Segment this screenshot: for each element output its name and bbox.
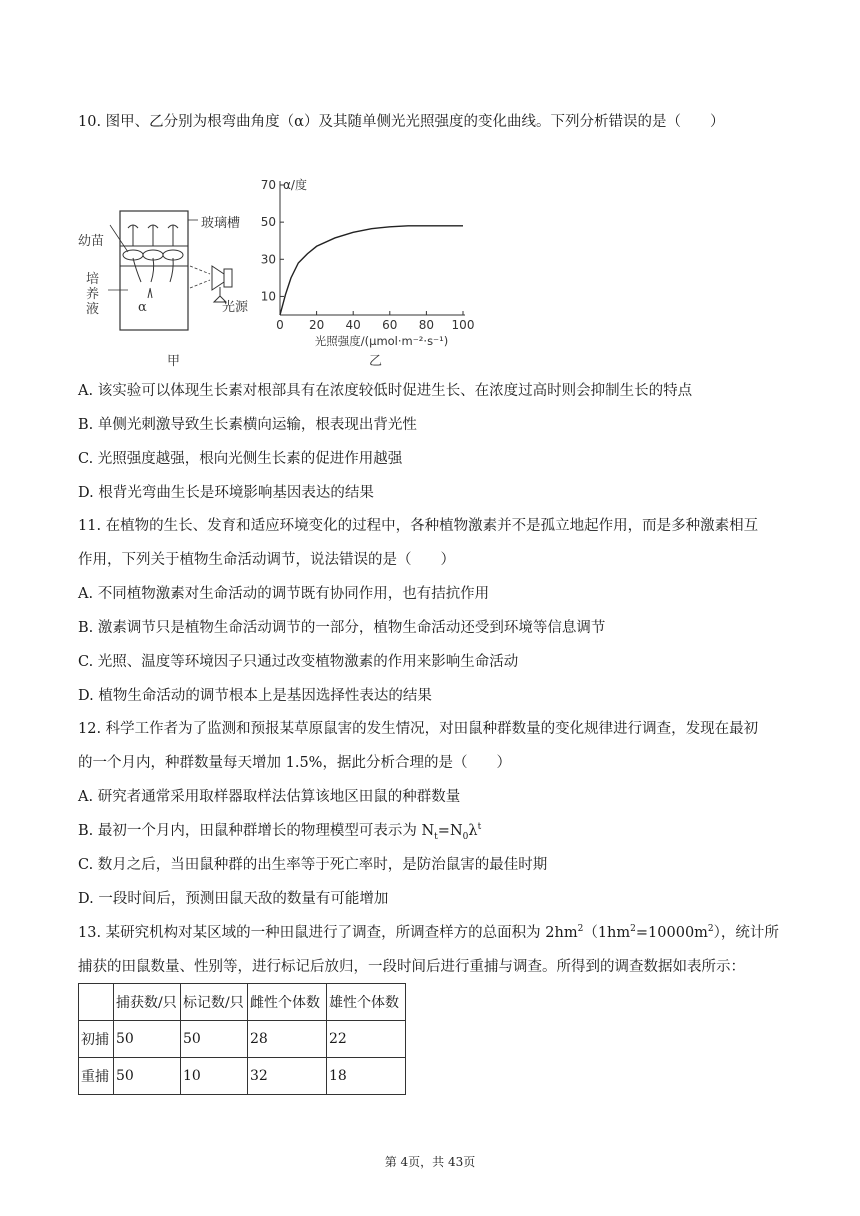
table-cell: 50 — [114, 1058, 181, 1095]
apparatus-diagram — [78, 170, 268, 375]
q12-option-d: D. 一段时间后，预测田鼠天敌的数量有可能增加 — [78, 891, 389, 907]
table-header-cell: 标记数/只 — [181, 984, 248, 1021]
survey-data-table — [78, 983, 406, 1095]
table-header-cell: 雌性个体数 — [248, 984, 327, 1021]
q11-option-c: C. 光照、温度等环境因子只通过改变植物激素的作用来影响生命活动 — [78, 654, 519, 670]
q12-option-b-sub-t: t — [434, 831, 438, 842]
label-medium-1: 培 — [86, 272, 100, 287]
figure-apparatus — [78, 170, 268, 375]
x-tick-label: 40 — [345, 318, 361, 332]
q13-sup-1: 2 — [577, 924, 584, 935]
q11-option-a: A. 不同植物激素对生命活动的调节既有协同作用，也有拮抗作用 — [78, 586, 490, 602]
table-row — [79, 1021, 406, 1058]
label-seedling: 幼苗 — [78, 234, 105, 249]
q13-stem-part-d: ），统计所 — [713, 925, 779, 941]
table-cell: 32 — [248, 1058, 327, 1095]
curve-chart — [253, 170, 503, 375]
q13-sup-2: 2 — [630, 924, 636, 935]
x-tick-label: 0 — [276, 318, 284, 332]
q12-option-b-mid: =N — [437, 823, 463, 839]
table-cell: 50 — [181, 1021, 248, 1058]
q12-option-b-sub-0: 0 — [462, 831, 469, 842]
q10-option-c: C. 光照强度越强，根向光侧生长素的促进作用越强 — [78, 451, 403, 467]
q12-option-b-lambda: λ — [468, 823, 478, 839]
label-medium-3: 液 — [86, 302, 100, 317]
q12-option-b-text: B. 最初一个月内，田鼠种群增长的物理模型可表示为 N — [78, 823, 435, 839]
figure — [78, 170, 498, 375]
q13-stem-line2: 捕获的田鼠数量、性别等，进行标记后放归，一段时间后进行重捕与调查。所得到的调查数据如表所示： — [78, 959, 745, 975]
label-alpha: α — [138, 300, 147, 315]
series-line — [280, 226, 463, 315]
table-cell: 18 — [327, 1058, 406, 1095]
q10-option-b: B. 单侧光刺激导致生长素横向运输，根表现出背光性 — [78, 417, 417, 433]
table-cell: 重捕 — [79, 1058, 114, 1095]
y-axis-label: α/度 — [283, 178, 307, 192]
table-cell: 50 — [114, 1021, 181, 1058]
q10-option-d: D. 根背光弯曲生长是环境影响基因表达的结果 — [78, 485, 374, 501]
q12-option-b-sup-t: t — [477, 822, 482, 833]
q11-option-b: B. 激素调节只是植物生命活动调节的一部分，植物生命活动还受到环境等信息调节 — [78, 620, 606, 636]
q13-stem-line1 — [78, 923, 779, 943]
table-header-cell — [79, 984, 114, 1021]
label-tank: 玻璃槽 — [201, 216, 241, 231]
q12-stem-line2: 的一个月内，种群数量每天增加 1.5%，据此分析合理的是（ ） — [78, 755, 511, 771]
table-row — [79, 1058, 406, 1095]
label-medium-2: 养 — [86, 287, 100, 302]
y-tick-label: 70 — [260, 178, 276, 192]
q11-option-d: D. 植物生命活动的调节根本上是基因选择性表达的结果 — [78, 688, 432, 704]
caption-jia: 甲 — [167, 354, 181, 369]
q12-stem-line1: 12. 科学工作者为了监测和预报某草原鼠害的发生情况，对田鼠种群数量的变化规律进行调查，发现在最初 — [78, 721, 759, 737]
q11-stem-line1: 11. 在植物的生长、发育和适应环境变化的过程中，各种植物激素并不是孤立地起作用，而是多种激素相互 — [78, 518, 759, 534]
page-footer: 第 4页，共 43页 — [384, 1155, 476, 1169]
q13-sup-3: 2 — [707, 924, 714, 935]
q10-option-a: A. 该实验可以体现生长素对根部具有在浓度较低时促进生长、在浓度过高时则会抑制生长的特点 — [78, 383, 693, 399]
table-cell: 10 — [181, 1058, 248, 1095]
y-tick-label: 10 — [260, 289, 276, 304]
y-tick-label: 50 — [260, 215, 276, 230]
table-cell: 22 — [327, 1021, 406, 1058]
table-cell: 28 — [248, 1021, 327, 1058]
x-tick-label: 20 — [308, 318, 325, 332]
table-header-row — [79, 984, 406, 1021]
y-tick-label: 30 — [260, 252, 276, 267]
q10-stem: 10. 图甲、乙分别为根弯曲角度（α）及其随单侧光光照强度的变化曲线。下列分析错误的是（ ） — [78, 114, 725, 130]
q13-stem-part-c: =10000m — [635, 925, 708, 941]
q13-stem-part-a: 13. 某研究机构对某区域的一种田鼠进行了调查，所调查样方的总面积为 2hm — [78, 925, 578, 941]
x-tick-label: 100 — [451, 318, 475, 332]
figure-chart — [253, 170, 503, 375]
q12-option-c: C. 数月之后，当田鼠种群的出生率等于死亡率时，是防治鼠害的最佳时期 — [78, 857, 548, 873]
table-header-cell: 雄性个体数 — [327, 984, 406, 1021]
q11-stem-line2: 作用，下列关于植物生命活动调节，说法错误的是（ ） — [78, 552, 455, 568]
q12-option-a: A. 研究者通常采用取样器取样法估算该地区田鼠的种群数量 — [78, 789, 461, 805]
label-light-source: 光源 — [222, 300, 249, 315]
table-cell: 初捕 — [79, 1021, 114, 1058]
x-axis-label: 光照强度/(μmol·m⁻²·s⁻¹) — [314, 334, 449, 348]
q12-option-b — [78, 821, 481, 841]
caption-yi: 乙 — [369, 354, 383, 369]
table-header-cell: 捕获数/只 — [114, 984, 181, 1021]
x-tick-label: 60 — [382, 318, 398, 332]
x-tick-label: 80 — [418, 318, 435, 332]
q13-stem-part-b: （1hm — [583, 925, 631, 941]
